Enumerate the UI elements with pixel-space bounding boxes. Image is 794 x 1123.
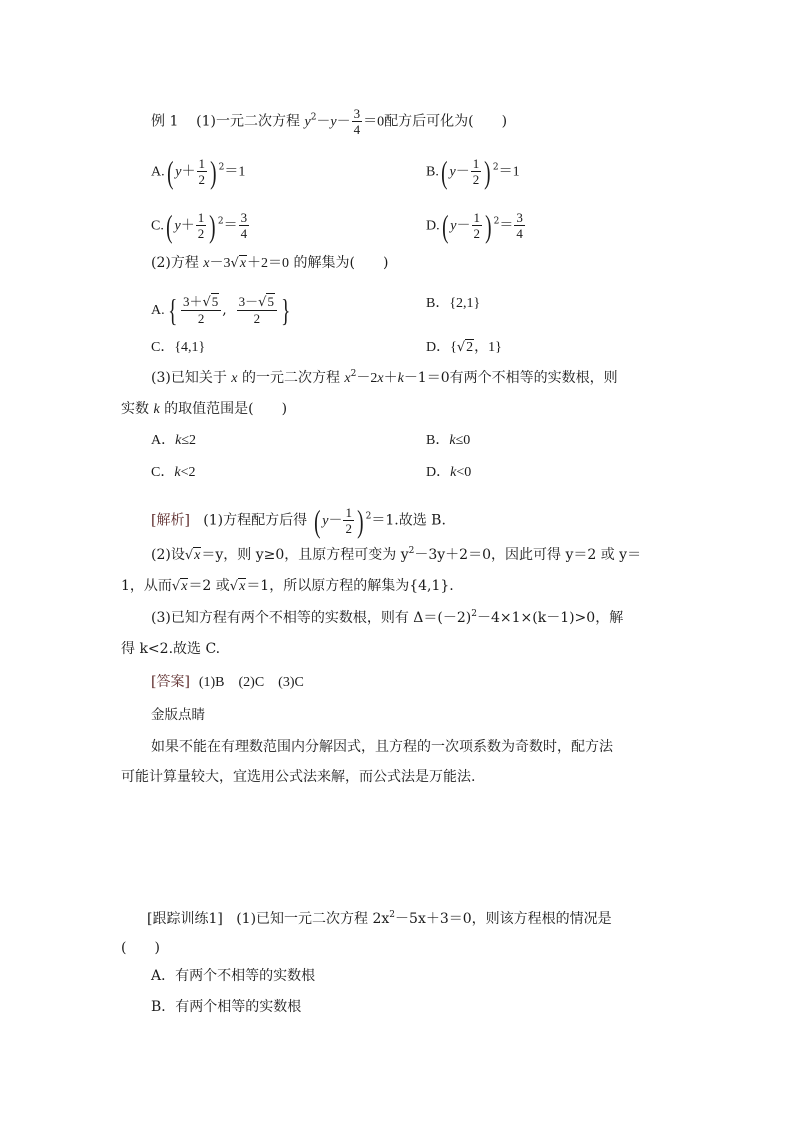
tip-line-1: 如果不能在有理数范围内分解因式，且方程的一次项系数为奇数时，配方法: [151, 739, 613, 755]
q3-option-b[interactable]: B．k≤0: [426, 433, 471, 448]
example-q3-line1: (3)已知关于 x 的一元二次方程 $x^2-2x+k-1=0$有两个不相等的实数根，则: [151, 369, 618, 386]
tip-title: 金版点睛: [151, 707, 205, 723]
solution-line-5: 得 k<2.故选 C.: [121, 641, 221, 657]
solution-line-3: 1，从而√x＝2 或√x＝1，所以原方程的解集为{4,1}.: [121, 578, 454, 594]
training-q1-line1: [跟踪训练1] (1)已知一元二次方程 $2x^2-5x+3=0$，则该方程根的情况是: [147, 910, 612, 927]
q3-option-c[interactable]: C．k<2: [151, 465, 196, 480]
q3-option-d[interactable]: D．k<0: [426, 465, 472, 480]
answer-tag: [答案]: [151, 674, 190, 690]
q2-option-a[interactable]: A.{ $\frac{3+√5}{2}$ , $\frac{3-√5}{2}$ }: [151, 292, 291, 328]
q1-option-d[interactable]: D.( y－ $\frac{1}{2}$ ) $^2$＝ $\frac{3}{4}$: [426, 207, 523, 244]
q2-option-d[interactable]: D．{√2，1}: [426, 340, 502, 355]
q2-option-b[interactable]: B．{2,1}: [426, 296, 481, 311]
training-option-b[interactable]: B．有两个相等的实数根: [151, 999, 302, 1015]
example-label: 例 1: [151, 113, 179, 130]
example-q2-stem: (2)方程 x－3√x＋2＝0 的解集为( ): [151, 255, 389, 271]
training-q1-paren: ( ): [121, 940, 160, 956]
solution-tag: [解析]: [151, 512, 190, 529]
tip-line-2: 可能计算量较大，宜选用公式法来解，而公式法是万能法.: [121, 769, 476, 785]
example-q3-line2: 实数 k 的取值范围是( ): [121, 401, 288, 417]
example-q1-stem: 例 1 (1)一元二次方程 $y^2-y-$ $\frac{3}{4}$ ＝0配方后可化为( ): [151, 106, 508, 137]
q2-option-c[interactable]: C．{4,1}: [151, 340, 206, 355]
fraction: $\frac{3}{4}$: [353, 106, 361, 137]
training-option-a[interactable]: A．有两个不相等的实数根: [151, 968, 316, 984]
q3-option-a[interactable]: A．k≤2: [151, 433, 197, 448]
q1-option-a[interactable]: A.( y＋ $\frac{1}{2}$ ) $^2$＝1: [151, 153, 246, 190]
q1-option-b[interactable]: B.( y－ $\frac{1}{2}$ ) $^2$＝1: [426, 153, 520, 190]
solution-line-4: (3)已知方程有两个不相等的实数根，则有 $\Delta=(-2)^2-4\times 1\times(k-1)>0$，解: [151, 609, 624, 626]
training-tag: [跟踪训练1]: [147, 911, 223, 927]
answer-line: [答案] (1)B (2)C (3)C: [151, 674, 304, 690]
solution-line-2: (2)设√x＝y，则 y≥0，且原方程可变为 $y^2-3y+2=0$，因此可得 y＝2 或 y＝: [151, 546, 642, 563]
solution-line-1: [解析] (1)方程配方后得 ( y－ $\frac{1}{2}$ ) $^2$＝1.故选 B.: [151, 502, 446, 539]
q1-option-c[interactable]: C.( y＋ $\frac{1}{2}$ ) $^2$＝ $\frac{3}{4}$: [151, 207, 248, 244]
